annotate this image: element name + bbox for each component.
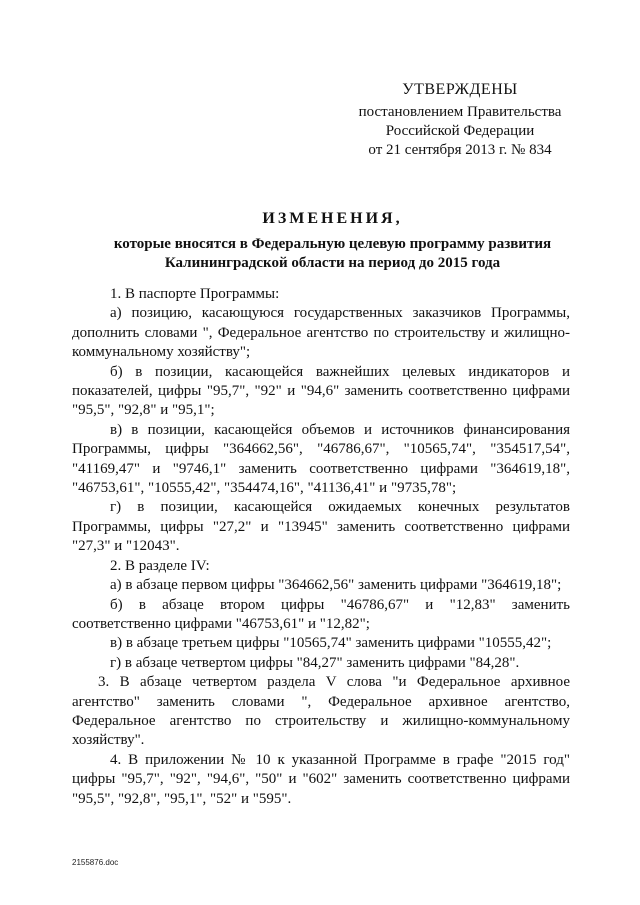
- document-title: ИЗМЕНЕНИЯ,: [262, 210, 403, 227]
- approval-heading: УТВЕРЖДЕНЫ: [402, 81, 518, 98]
- approval-stamp: [340, 80, 580, 160]
- paragraph-2d: г) в абзаце четвертом цифры "84,27" заменить цифрами "84,28".: [110, 654, 520, 671]
- paragraph-2a: а) в абзаце первом цифры "364662,56" заменить цифрами "364619,18";: [110, 577, 562, 594]
- paragraph-1d: г) в позиции, касающейся ожидаемых конечных результатов Программы, цифры "27,2" и "13945" заменить соответственно цифрами "27,3" и "12043".: [72, 499, 570, 555]
- paragraph-1b: б) в позиции, касающейся важнейших целевых индикаторов и показателей, цифры "95,7", "92" и "94,6" заменить соответственно цифрами "95,5", "92,8" и "95,1";: [72, 363, 570, 419]
- document-body: [72, 285, 570, 809]
- paragraph-1: 1. В паспорте Программы:: [110, 286, 280, 302]
- document-subtitle: [60, 235, 605, 273]
- file-reference: 2155876.doc: [72, 858, 119, 867]
- approval-line-3: от 21 сентября 2013 г. № 834: [368, 142, 552, 158]
- paragraph-2: 2. В разделе IV:: [110, 557, 210, 574]
- paragraph-2b: б) в абзаце втором цифры "46786,67" и "12,83" заменить соответственно цифрами "46753,61" и "12,82";: [72, 596, 570, 632]
- approval-line-1: постановлением Правительства: [358, 104, 562, 120]
- paragraph-3: 3. В абзаце четвертом раздела V слова "и Федеральное архивное агентство" заменить словами ", Федеральное архивное агентство, Федеральное агентство по строительству и жилищно-коммунальному хозяйству".: [72, 674, 570, 749]
- paragraph-1c: в) в позиции, касающейся объемов и источников финансирования Программы, цифры "364662,56", "46786,67", "10565,74", "354517,54", "41169,47" и "9746,1" заменить соответственно цифрами "364619,18", "46753,61", "10555,42", "354474,16", "41136,41" и "9735,78";: [72, 421, 570, 497]
- subtitle-line-2: Калининградской области на период до 2015 года: [164, 255, 501, 271]
- paragraph-2c: в) в абзаце третьем цифры "10565,74" заменить цифрами "10555,42";: [110, 635, 552, 652]
- paragraph-4: 4. В приложении № 10 к указанной Программе в графе "2015 год" цифры "95,7", "92", "94,6", "50" и "602" заменить соответственно цифрами "95,5", "92,8", "95,1", "52" и "595".: [72, 751, 570, 807]
- subtitle-line-1: которые вносятся в Федеральную целевую программу развития: [113, 236, 552, 252]
- paragraph-1a: а) позицию, касающуюся государственных заказчиков Программы, дополнить словами ", Федеральное агентство по строительству и жилищно-коммунальному хозяйству";: [72, 305, 570, 361]
- approval-line-2: Российской Федерации: [385, 123, 535, 139]
